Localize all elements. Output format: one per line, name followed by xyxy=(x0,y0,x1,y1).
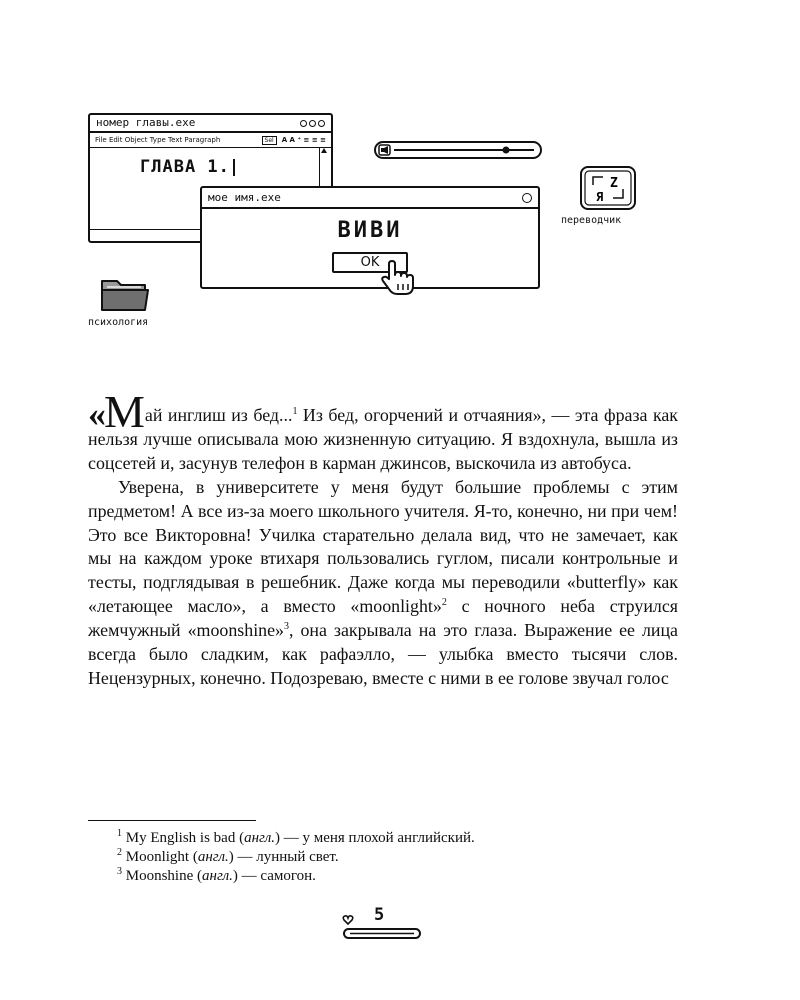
name-dialog-window xyxy=(200,186,540,289)
psychology-folder[interactable] xyxy=(99,276,151,316)
chapter-window-menubar[interactable] xyxy=(90,133,331,148)
page-number: 5 xyxy=(374,905,385,925)
hand-cursor-icon xyxy=(380,260,414,296)
paragraph-1-text-b: Из бед, огорчений и отчаяния», — эта фраза как нельзя лучше описывала мою жизненную ситуацию. Я вздохнула, вышла из соцсетей и, засунув телефон в карман джинсов, выскочила из автобуса. xyxy=(88,405,678,473)
translator-label: переводчик xyxy=(561,215,622,226)
chapter-window-titlebar[interactable] xyxy=(90,115,331,133)
ok-button[interactable]: OK xyxy=(332,252,408,273)
svg-text:Я: Я xyxy=(596,190,604,204)
paragraph-2-text-a: Уверена, в университете у меня будут большие проблемы с этим предметом! А все из-за моего школьного учителя. Я-то, конечно, ни при чем! Это все Викторовна! Училка старательно делала вид, что не замечает, как мы на каждом уроке втихаря пользовались гуглом, писали контрольные и тесты, подглядывая в решебник. Даже когда мы переводили «butterfly» как «летающее масло», а вместо «moonlight» xyxy=(88,476,678,617)
paragraph-2 xyxy=(88,476,678,691)
folder-label: психология xyxy=(88,317,149,328)
chapter-heading-text: ГЛАВА 1. xyxy=(140,157,230,177)
opening-quote: « xyxy=(88,394,104,434)
folder-icon[interactable] xyxy=(99,276,151,312)
drop-cap: М xyxy=(104,386,145,437)
translator-app[interactable] xyxy=(579,165,637,215)
window-controls-icon[interactable] xyxy=(300,120,325,127)
scroll-up-icon[interactable] xyxy=(320,147,328,155)
footnote-2: $^2$ Moonlight (англ.) — лунный свет. xyxy=(117,847,339,865)
paragraph-2-text-b: с ночного неба струился жемчужный «moonshine» xyxy=(88,596,679,641)
footnote-1: $^1$ My English is bad (англ.) — у меня плохой английский. xyxy=(117,828,475,846)
translator-icon[interactable] xyxy=(579,165,637,211)
paragraph-2-text-c: , она закрывала на это глаза. Выражение ее лица всегда было сладким, как рафаэлло, — улыбка вместо тысячи слов. Нецензурных, конечно. Подозреваю, вместе с ними в ее голове звучал голос xyxy=(88,620,678,688)
name-window-title: мое имя.exe xyxy=(208,191,281,204)
text-cursor xyxy=(233,159,235,176)
menu-items[interactable]: File Edit Object Type Text Paragraph xyxy=(95,136,221,144)
close-circle-icon[interactable] xyxy=(522,193,532,203)
footnote-ref-1[interactable]: 1 xyxy=(292,406,298,418)
volume-knob[interactable] xyxy=(503,147,510,154)
footnote-ref-3[interactable]: 3 xyxy=(284,621,290,633)
name-window-titlebar[interactable] xyxy=(202,188,538,209)
paragraph-1 xyxy=(88,386,678,476)
footnote-ref-2[interactable]: 2 xyxy=(441,597,447,609)
body-text xyxy=(88,386,679,691)
text-tools[interactable]: A A ⁺ ≡ ≡ ≡ xyxy=(281,136,326,144)
heart-icon xyxy=(343,916,353,924)
volume-slider[interactable] xyxy=(374,140,542,160)
footnote-3: $^3$ Moonshine (англ.) — самогон. xyxy=(117,866,316,884)
footnotes xyxy=(117,829,677,886)
chapter-heading xyxy=(140,157,235,177)
name-text: ВИВИ xyxy=(337,218,403,243)
paragraph-1-text-a: ай инглиш из бед... xyxy=(144,405,293,425)
footnote-divider xyxy=(88,820,256,821)
chapter-window-title: номер главы.exe xyxy=(96,116,196,129)
svg-text:Z: Z xyxy=(610,176,618,191)
font-selector[interactable]: Sel xyxy=(262,136,277,145)
